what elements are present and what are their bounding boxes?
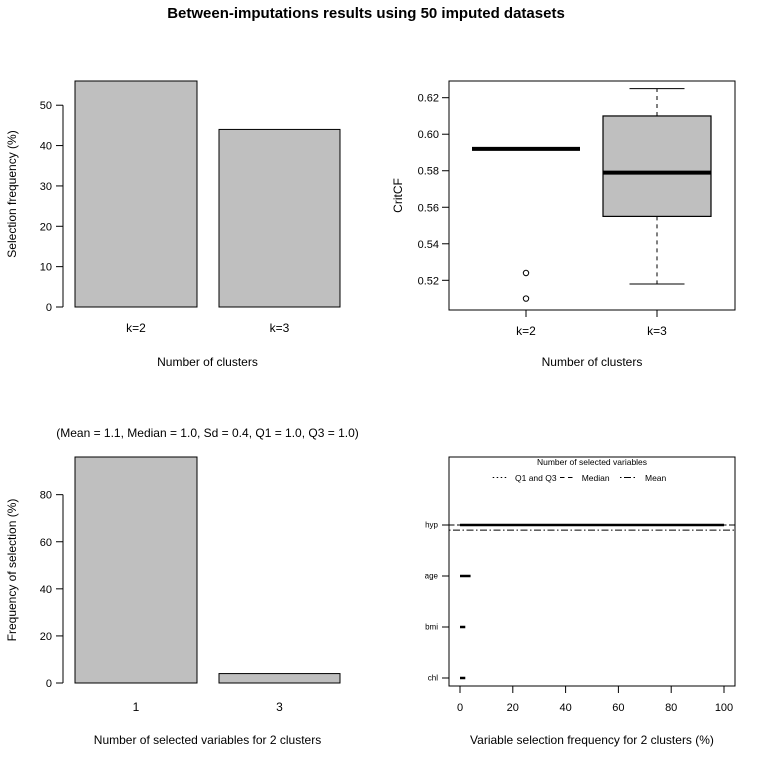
y-axis-title: Selection frequency (%) <box>5 130 19 258</box>
y-tick-label: 0.60 <box>417 129 439 142</box>
plot-frame <box>449 457 735 686</box>
x-category-label: 1 <box>132 700 140 714</box>
y-tick-label: 30 <box>39 180 52 193</box>
y-category-label: bmi <box>425 622 438 632</box>
y-category-label: age <box>424 571 438 581</box>
x-tick-label: 20 <box>506 702 519 714</box>
y-category-label: chl <box>427 673 438 683</box>
outlier-point <box>523 296 528 301</box>
legend-title: Number of selected variables <box>536 457 648 467</box>
y-tick-label: 0 <box>45 678 52 690</box>
x-category-label: k=2 <box>126 321 146 335</box>
x-category-label: k=3 <box>647 324 667 338</box>
bar-1 <box>75 457 197 683</box>
y-tick-label: 0 <box>45 302 52 314</box>
legend-entry-label: Mean <box>645 473 667 483</box>
legend-entry-label: Q1 and Q3 <box>515 473 557 483</box>
y-tick-label: 50 <box>39 100 52 113</box>
y-tick-label: 0.56 <box>417 202 439 215</box>
bar-3 <box>219 674 340 683</box>
y-category-label: hyp <box>425 520 438 530</box>
x-axis-title: Number of selected variables for 2 clusters <box>93 733 322 747</box>
x-tick-label: 80 <box>665 702 678 714</box>
y-axis-title: Frequency of selection (%) <box>5 498 19 642</box>
x-category-label: 3 <box>276 700 283 714</box>
y-tick-label: 80 <box>39 489 52 502</box>
y-tick-label: 20 <box>39 221 52 234</box>
panel-cluster-selection-frequency <box>5 81 340 369</box>
y-tick-label: 60 <box>39 536 52 549</box>
y-tick-label: 0.54 <box>417 238 439 251</box>
panel-variable-selection-frequency <box>425 457 735 747</box>
y-tick-label: 10 <box>39 261 52 274</box>
y-tick-label: 0.58 <box>417 165 439 178</box>
box-k=3 <box>603 116 711 216</box>
x-tick-label: 60 <box>612 702 625 714</box>
x-category-label: k=2 <box>516 324 536 338</box>
x-category-label: k=3 <box>269 321 290 335</box>
y-tick-label: 20 <box>39 630 52 643</box>
bar-k=3 <box>219 129 340 307</box>
x-tick-label: 100 <box>714 702 734 714</box>
x-tick-label: 0 <box>456 702 464 714</box>
y-tick-label: 40 <box>39 140 52 153</box>
outlier-point <box>523 270 528 275</box>
y-tick-label: 0.62 <box>417 92 439 105</box>
x-axis-title: Number of clusters <box>541 355 643 369</box>
panel-critcf-boxplot <box>391 81 735 369</box>
y-tick-label: 40 <box>39 583 52 596</box>
x-tick-label: 40 <box>559 702 572 714</box>
x-axis-title: Variable selection frequency for 2 clusters (%) <box>470 733 714 747</box>
y-axis-title: CritCF <box>391 178 405 213</box>
legend-entry-label: Median <box>581 473 610 483</box>
panel-number-of-selected-variables <box>5 426 359 747</box>
y-tick-label: 0.52 <box>417 275 439 288</box>
panel-subtitle: (Mean = 1.1, Median = 1.0, Sd = 0.4, Q1 = 1.0, Q3 = 1.0) <box>56 426 359 440</box>
x-axis-title: Number of clusters <box>157 355 258 369</box>
figure-title: Between-imputations results using 50 imputed datasets <box>167 5 565 22</box>
bar-k=2 <box>75 81 197 307</box>
legend-variable-selection-frequency <box>493 457 667 483</box>
